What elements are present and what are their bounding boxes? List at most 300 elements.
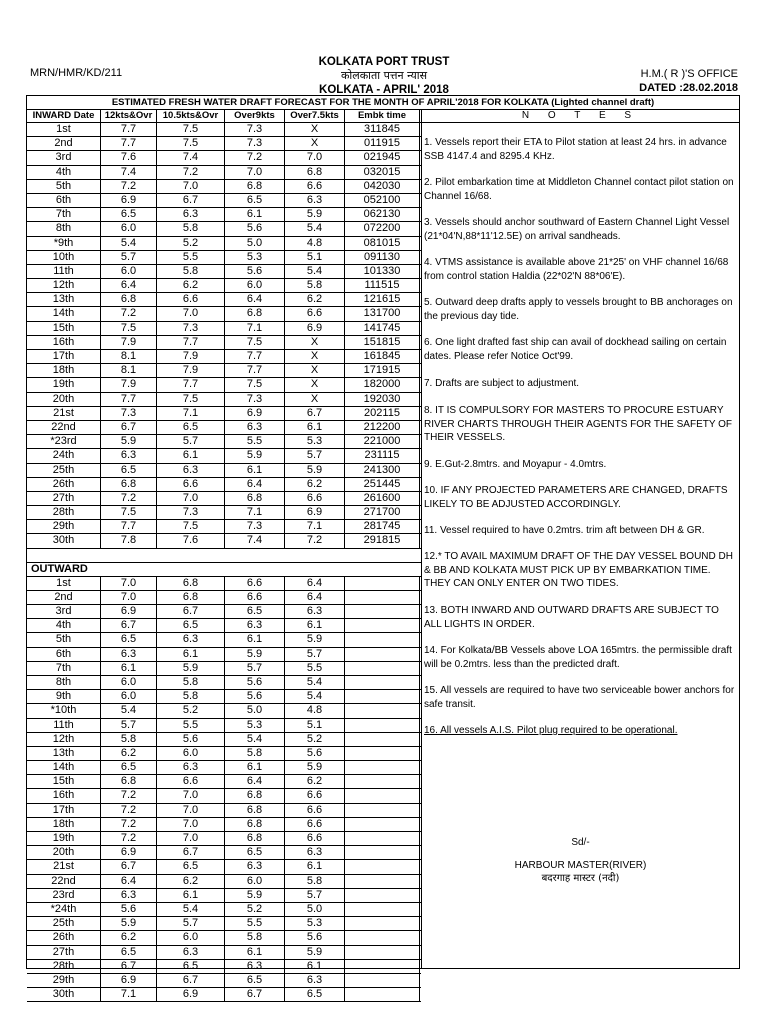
table-cell: 22nd xyxy=(27,421,101,434)
table-cell: 6.6 xyxy=(157,775,225,788)
table-row xyxy=(27,775,421,789)
table-cell: 6.2 xyxy=(157,875,225,888)
table-cell: 101330 xyxy=(345,265,420,278)
table-cell: 7.5 xyxy=(101,322,157,335)
col-9kts: Over9kts xyxy=(225,110,285,122)
table-cell: 6.9 xyxy=(157,988,225,1001)
dated: DATED :28.02.2018 xyxy=(639,82,738,94)
draft-table xyxy=(27,110,421,1002)
table-cell: 3rd xyxy=(27,605,101,618)
table-cell: 7.3 xyxy=(225,137,285,150)
table-cell: 5.7 xyxy=(157,435,225,448)
table-cell: 6.1 xyxy=(225,761,285,774)
table-cell: 6.9 xyxy=(101,194,157,207)
signature-hindi: बदरगाह मास्टर (नदी) xyxy=(541,873,620,884)
table-cell xyxy=(345,846,420,859)
table-cell xyxy=(345,690,420,703)
table-cell: 5.6 xyxy=(225,690,285,703)
table-cell: 032015 xyxy=(345,166,420,179)
col-12kts: 12kts&Ovr xyxy=(101,110,157,122)
table-cell: 6.6 xyxy=(285,492,345,505)
col-embk-time: Embk time xyxy=(345,110,420,122)
table-cell: 6.5 xyxy=(101,761,157,774)
table-cell: 7.0 xyxy=(157,307,225,320)
table-cell: 6.1 xyxy=(157,449,225,462)
table-cell xyxy=(345,733,420,746)
table-cell: 6.0 xyxy=(101,676,157,689)
table-cell: 5.4 xyxy=(101,237,157,250)
table-cell: 6.1 xyxy=(225,946,285,959)
table-cell: 8.1 xyxy=(101,350,157,363)
table-cell: 5.3 xyxy=(225,251,285,264)
note-16: 16. All vessels A.I.S. Pilot plug required to be operational. xyxy=(424,725,678,736)
table-cell: 5.6 xyxy=(157,733,225,746)
table-cell: 7.0 xyxy=(157,804,225,817)
table-cell: 24th xyxy=(27,449,101,462)
table-cell: 6.0 xyxy=(101,265,157,278)
table-cell: 29th xyxy=(27,974,101,987)
table-cell: 5.4 xyxy=(157,903,225,916)
table-cell: 6.5 xyxy=(101,633,157,646)
table-cell: 6.4 xyxy=(225,775,285,788)
table-cell: 6.9 xyxy=(101,605,157,618)
table-row xyxy=(27,960,421,974)
table-cell: 6.5 xyxy=(157,960,225,973)
table-cell: 5.6 xyxy=(225,676,285,689)
table-cell: 5.6 xyxy=(225,222,285,235)
table-cell: 6.8 xyxy=(157,591,225,604)
table-cell: 6.3 xyxy=(285,974,345,987)
table-row xyxy=(27,279,421,293)
table-cell: 6.6 xyxy=(285,832,345,845)
table-cell: 6.0 xyxy=(157,931,225,944)
table-row xyxy=(27,946,421,960)
table-cell: 18th xyxy=(27,364,101,377)
note-4: 4. VTMS assistance is available above 21*25' on VHF channel 16/68 from control station Haldia (22*02'N 88*06'E). xyxy=(424,257,729,282)
table-cell: 6.4 xyxy=(285,591,345,604)
table-cell: 6.9 xyxy=(285,322,345,335)
table-cell xyxy=(345,875,420,888)
table-cell: 19th xyxy=(27,832,101,845)
table-cell: 29th xyxy=(27,520,101,533)
outward-label: OUTWARD xyxy=(27,563,421,577)
table-cell: 5.1 xyxy=(285,251,345,264)
table-cell: 6.8 xyxy=(225,307,285,320)
table-cell: 251445 xyxy=(345,478,420,491)
table-cell: 7.2 xyxy=(285,534,345,547)
table-cell: 6.8 xyxy=(225,804,285,817)
table-cell: 11th xyxy=(27,265,101,278)
table-cell xyxy=(345,832,420,845)
table-cell: 7.5 xyxy=(225,336,285,349)
table-cell: 7.2 xyxy=(225,151,285,164)
table-row xyxy=(27,378,421,392)
table-cell: 6.9 xyxy=(225,407,285,420)
table-row xyxy=(27,605,421,619)
note-10: 10. IF ANY PROJECTED PARAMETERS ARE CHANGED, DRAFTS LIKELY TO BE ADJUSTED ACCORDINGLY. xyxy=(424,485,728,510)
table-cell: 7.3 xyxy=(225,393,285,406)
table-cell: 11th xyxy=(27,719,101,732)
table-cell xyxy=(345,789,420,802)
table-cell: 6.7 xyxy=(157,846,225,859)
table-cell: 7.0 xyxy=(101,577,157,590)
table-cell: 7.8 xyxy=(101,534,157,547)
table-cell: 5.9 xyxy=(225,449,285,462)
table-cell: 7.7 xyxy=(101,123,157,136)
table-cell: 7.1 xyxy=(225,322,285,335)
table-cell: 7.3 xyxy=(101,407,157,420)
table-cell: 7.4 xyxy=(225,534,285,547)
note-14: 14. For Kolkata/BB Vessels above LOA 165mtrs. the permissible draft will be 0.2mtrs. less than the predicted draft. xyxy=(424,645,732,670)
table-cell: 6.3 xyxy=(157,946,225,959)
table-cell: 052100 xyxy=(345,194,420,207)
table-cell: 6.5 xyxy=(157,421,225,434)
table-cell: 5.4 xyxy=(225,733,285,746)
table-cell: 7.3 xyxy=(157,322,225,335)
table-cell xyxy=(345,974,420,987)
table-cell: 7.2 xyxy=(101,492,157,505)
table-cell: 141745 xyxy=(345,322,420,335)
table-cell: 21st xyxy=(27,860,101,873)
table-cell: 6.6 xyxy=(285,818,345,831)
table-cell: *23rd xyxy=(27,435,101,448)
table-cell: 6.4 xyxy=(101,279,157,292)
table-cell: 281745 xyxy=(345,520,420,533)
table-cell: 111515 xyxy=(345,279,420,292)
table-row xyxy=(27,534,421,548)
table-row xyxy=(27,251,421,265)
table-cell: 6.7 xyxy=(101,619,157,632)
table-cell: 7.7 xyxy=(101,393,157,406)
table-cell: 5.5 xyxy=(285,662,345,675)
table-cell: 261600 xyxy=(345,492,420,505)
note-9: 9. E.Gut-2.8mtrs. and Moyapur - 4.0mtrs. xyxy=(424,459,607,470)
table-cell: 8th xyxy=(27,676,101,689)
table-cell: 241300 xyxy=(345,464,420,477)
table-cell: 7.5 xyxy=(157,123,225,136)
table-row xyxy=(27,988,421,1002)
table-row xyxy=(27,421,421,435)
outward-rows xyxy=(27,577,421,1003)
table-cell: 5.7 xyxy=(285,648,345,661)
table-cell: 6.1 xyxy=(285,960,345,973)
table-cell: 6.1 xyxy=(225,208,285,221)
table-cell: 7.0 xyxy=(225,166,285,179)
table-row xyxy=(27,633,421,647)
table-cell: 5.4 xyxy=(285,690,345,703)
table-cell xyxy=(345,747,420,760)
note-2: 2. Pilot embarkation time at Middleton Channel contact pilot station on Channel 16/68. xyxy=(424,177,734,202)
table-row xyxy=(27,804,421,818)
table-cell: 6.0 xyxy=(101,222,157,235)
table-cell: 5.4 xyxy=(285,676,345,689)
table-cell: 5.2 xyxy=(225,903,285,916)
table-cell: 6.5 xyxy=(157,860,225,873)
table-cell: 6.8 xyxy=(225,832,285,845)
table-cell: 7.7 xyxy=(101,137,157,150)
table-row xyxy=(27,931,421,945)
table-cell: 6th xyxy=(27,648,101,661)
table-cell: 6.3 xyxy=(157,464,225,477)
table-cell: 3rd xyxy=(27,151,101,164)
table-cell: 5.5 xyxy=(225,435,285,448)
table-cell: 6.3 xyxy=(225,960,285,973)
table-cell: 7.7 xyxy=(225,350,285,363)
table-cell: 5.1 xyxy=(285,719,345,732)
table-cell: 17th xyxy=(27,804,101,817)
table-row xyxy=(27,449,421,463)
table-cell: 5.9 xyxy=(101,435,157,448)
table-cell: 5.8 xyxy=(225,931,285,944)
table-cell: 7.7 xyxy=(225,364,285,377)
org-name-hindi: कोलकाता पत्तन न्यास xyxy=(340,69,428,82)
table-cell: 5.7 xyxy=(157,917,225,930)
table-cell: 6.1 xyxy=(285,619,345,632)
table-cell: 021945 xyxy=(345,151,420,164)
table-cell: 6.9 xyxy=(101,846,157,859)
table-cell: 6.6 xyxy=(285,180,345,193)
table-cell xyxy=(345,889,420,902)
table-cell: 6.6 xyxy=(285,804,345,817)
table-cell: 5.5 xyxy=(225,917,285,930)
month-heading: KOLKATA - APRIL' 2018 xyxy=(319,84,449,96)
table-row xyxy=(27,818,421,832)
table-cell: 6.3 xyxy=(101,648,157,661)
table-cell: 14th xyxy=(27,307,101,320)
table-cell: 6.3 xyxy=(157,633,225,646)
table-cell xyxy=(345,804,420,817)
table-cell: 5.5 xyxy=(157,251,225,264)
table-row xyxy=(27,222,421,236)
table-cell: 7.0 xyxy=(157,492,225,505)
table-row xyxy=(27,704,421,718)
table-row xyxy=(27,889,421,903)
table-cell: 5.4 xyxy=(285,265,345,278)
table-cell: 6.3 xyxy=(225,619,285,632)
table-cell: 27th xyxy=(27,492,101,505)
table-cell: 5.8 xyxy=(285,875,345,888)
table-cell: 5.2 xyxy=(157,237,225,250)
table-row xyxy=(27,875,421,889)
table-cell: 182000 xyxy=(345,378,420,391)
table-cell: 6.6 xyxy=(285,307,345,320)
table-cell: 25th xyxy=(27,917,101,930)
table-cell: 5.8 xyxy=(157,265,225,278)
table-row xyxy=(27,903,421,917)
table-cell: 5.7 xyxy=(101,719,157,732)
table-cell: 13th xyxy=(27,747,101,760)
table-cell: 5.9 xyxy=(225,648,285,661)
table-cell: 4th xyxy=(27,619,101,632)
spacer-row xyxy=(27,549,421,563)
table-cell: 6.2 xyxy=(157,279,225,292)
table-cell: 7.4 xyxy=(101,166,157,179)
table-cell: 6.2 xyxy=(101,747,157,760)
table-row xyxy=(27,293,421,307)
table-cell: 6.7 xyxy=(157,974,225,987)
table-row xyxy=(27,662,421,676)
table-cell: 2nd xyxy=(27,137,101,150)
table-cell: 6.8 xyxy=(101,293,157,306)
signature-block xyxy=(422,836,739,885)
table-cell xyxy=(345,761,420,774)
table-row xyxy=(27,237,421,251)
note-7: 7. Drafts are subject to adjustment. xyxy=(424,378,580,389)
table-cell: 5.0 xyxy=(225,704,285,717)
table-cell xyxy=(345,818,420,831)
table-cell: 7.2 xyxy=(101,307,157,320)
table-cell xyxy=(345,648,420,661)
table-cell: 6.7 xyxy=(157,194,225,207)
table-cell: 042030 xyxy=(345,180,420,193)
table-cell xyxy=(345,931,420,944)
table-cell: 271700 xyxy=(345,506,420,519)
table-cell: 6.8 xyxy=(225,492,285,505)
table-cell: 20th xyxy=(27,393,101,406)
table-cell xyxy=(345,591,420,604)
table-cell: 5.9 xyxy=(285,761,345,774)
table-cell: 5.5 xyxy=(157,719,225,732)
table-cell: 231115 xyxy=(345,449,420,462)
table-row xyxy=(27,393,421,407)
table-cell xyxy=(345,633,420,646)
table-cell: 062130 xyxy=(345,208,420,221)
table-cell: 6.5 xyxy=(101,946,157,959)
note-3: 3. Vessels should anchor southward of Eastern Channel Light Vessel (21*04'N,88*11'12.5E) on arrival sandheads. xyxy=(424,217,730,242)
table-row xyxy=(27,194,421,208)
col-inward-date: INWARD Date xyxy=(27,110,101,122)
table-cell: 6.1 xyxy=(225,464,285,477)
table-cell: 7.1 xyxy=(285,520,345,533)
table-cell: 5.8 xyxy=(157,690,225,703)
table-row xyxy=(27,506,421,520)
table-cell: 6.3 xyxy=(225,860,285,873)
table-cell: 6.1 xyxy=(157,648,225,661)
table-cell: 15th xyxy=(27,775,101,788)
table-cell: 6.8 xyxy=(101,478,157,491)
table-cell: 6.2 xyxy=(285,775,345,788)
table-cell: 202115 xyxy=(345,407,420,420)
table-cell: 221000 xyxy=(345,435,420,448)
table-cell: 072200 xyxy=(345,222,420,235)
col-7-5kts: Over7.5kts xyxy=(285,110,345,122)
table-cell: 5.7 xyxy=(285,889,345,902)
table-cell: X xyxy=(285,336,345,349)
table-row xyxy=(27,265,421,279)
table-row xyxy=(27,208,421,222)
table-cell xyxy=(345,860,420,873)
table-cell: 1st xyxy=(27,577,101,590)
note-13: 13. BOTH INWARD AND OUTWARD DRAFTS ARE SUBJECT TO ALL LIGHTS IN ORDER. xyxy=(424,605,719,630)
table-cell: 7th xyxy=(27,662,101,675)
table-cell: 6.0 xyxy=(157,747,225,760)
table-row xyxy=(27,676,421,690)
table-cell: 6.5 xyxy=(157,619,225,632)
table-cell: 17th xyxy=(27,350,101,363)
note-6: 6. One light drafted fast ship can avail of dockhead sailing on certain dates. Please refer Notice Oct'99. xyxy=(424,337,727,362)
table-cell: 6.4 xyxy=(225,478,285,491)
table-row xyxy=(27,690,421,704)
table-cell: 6.7 xyxy=(101,421,157,434)
table-row xyxy=(27,619,421,633)
table-cell: X xyxy=(285,137,345,150)
table-row xyxy=(27,719,421,733)
table-cell: 6.3 xyxy=(101,889,157,902)
table-cell: 30th xyxy=(27,988,101,1001)
table-cell: 7.9 xyxy=(101,336,157,349)
table-cell: 7.3 xyxy=(157,506,225,519)
table-cell: 12th xyxy=(27,733,101,746)
table-cell: 4th xyxy=(27,166,101,179)
table-cell xyxy=(345,719,420,732)
table-cell: 7.0 xyxy=(157,180,225,193)
table-cell: 5.3 xyxy=(285,435,345,448)
table-row xyxy=(27,917,421,931)
table-cell: 5.7 xyxy=(101,251,157,264)
table-cell: 6.6 xyxy=(157,478,225,491)
inward-rows xyxy=(27,123,421,549)
table-cell: 7.5 xyxy=(157,520,225,533)
forecast-sheet xyxy=(26,95,740,1001)
table-cell: 6.2 xyxy=(285,478,345,491)
note-11: 11. Vessel required to have 0.2mtrs. trim aft between DH & GR. xyxy=(424,525,705,536)
table-header xyxy=(27,110,421,123)
table-cell: 6.3 xyxy=(101,449,157,462)
table-cell: 6.7 xyxy=(101,860,157,873)
table-cell: 5.9 xyxy=(101,917,157,930)
table-cell xyxy=(345,577,420,590)
table-cell: 7.2 xyxy=(157,166,225,179)
table-cell: 7.5 xyxy=(157,137,225,150)
table-cell: 6.6 xyxy=(225,591,285,604)
table-cell: 16th xyxy=(27,789,101,802)
table-row xyxy=(27,761,421,775)
table-cell: 5.6 xyxy=(225,265,285,278)
table-cell: 6.1 xyxy=(285,421,345,434)
table-cell: 5th xyxy=(27,180,101,193)
table-cell: 6th xyxy=(27,194,101,207)
table-cell: 7.1 xyxy=(101,988,157,1001)
table-cell: 5.8 xyxy=(101,733,157,746)
table-row xyxy=(27,123,421,137)
table-cell: 6.8 xyxy=(225,789,285,802)
table-cell: 5.8 xyxy=(285,279,345,292)
table-cell: 7.0 xyxy=(285,151,345,164)
table-cell: 6.1 xyxy=(225,633,285,646)
table-row xyxy=(27,520,421,534)
table-cell: 5.6 xyxy=(101,903,157,916)
table-cell: 5.3 xyxy=(285,917,345,930)
table-cell: 6.5 xyxy=(101,464,157,477)
table-cell: 22nd xyxy=(27,875,101,888)
table-cell xyxy=(345,917,420,930)
table-cell: 7.6 xyxy=(101,151,157,164)
table-cell: 5.0 xyxy=(285,903,345,916)
table-cell: 7.7 xyxy=(157,336,225,349)
table-cell: 28th xyxy=(27,960,101,973)
table-cell: 5.9 xyxy=(157,662,225,675)
table-cell: 7.7 xyxy=(157,378,225,391)
table-cell: 7.3 xyxy=(225,520,285,533)
table-cell: 311845 xyxy=(345,123,420,136)
table-cell: 4.8 xyxy=(285,237,345,250)
note-15: 15. All vessels are required to have two serviceable bower anchors for safe transit. xyxy=(424,685,735,710)
note-5: 5. Outward deep drafts apply to vessels brought to BB anchorages on the previous day tide. xyxy=(424,297,733,322)
table-cell: 7.9 xyxy=(157,364,225,377)
table-cell: 26th xyxy=(27,478,101,491)
signature-name: HARBOUR MASTER(RIVER) xyxy=(514,860,647,871)
table-cell: *24th xyxy=(27,903,101,916)
